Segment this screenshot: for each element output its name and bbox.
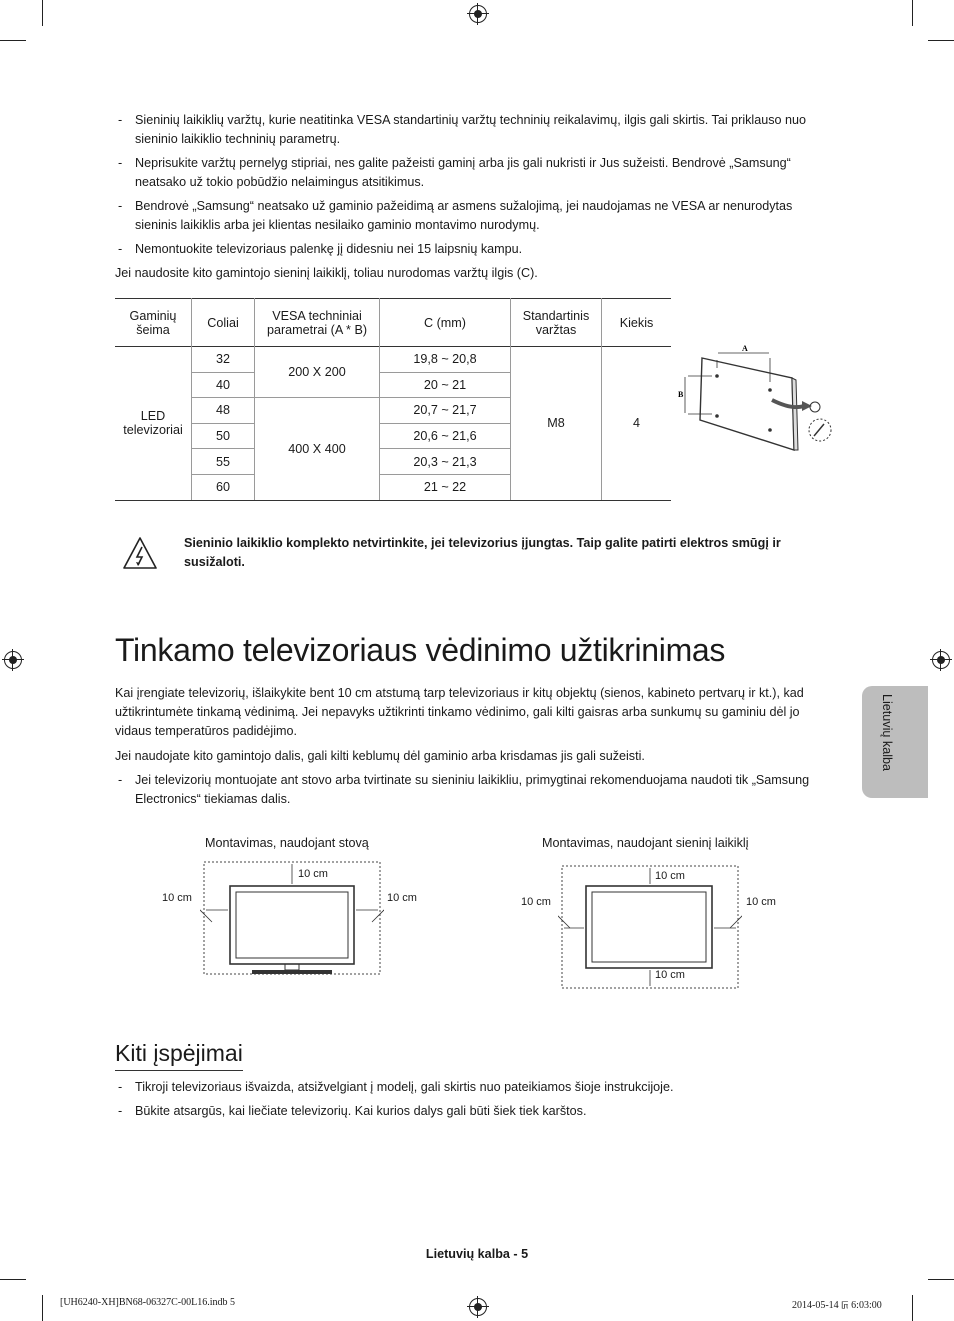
list-item: - Tikroji televizoriaus išvaizda, atsižvelgiant į modelį, gali skirtis nuo pateikiamos šioje instrukcijoje. xyxy=(115,1078,835,1097)
inches-cell: 50 xyxy=(192,423,255,449)
crop-mark xyxy=(42,0,43,26)
clearance-label-right: 10 cm xyxy=(387,892,417,904)
inches-cell: 32 xyxy=(192,347,255,373)
quantity-cell: 4 xyxy=(602,347,672,501)
crop-mark xyxy=(912,1295,913,1321)
list-item: - Būkite atsargūs, kai liečiate televizorių. Kai kurios dalys gali būti šiek tiek karštos. xyxy=(115,1102,835,1121)
crop-mark xyxy=(42,1295,43,1321)
dimension-b-label: B xyxy=(678,390,684,399)
c-cell: 19,8 ~ 20,8 xyxy=(380,347,511,373)
crop-mark xyxy=(0,1279,26,1280)
screw-cell: M8 xyxy=(511,347,602,501)
table-row xyxy=(115,347,671,373)
stand-figure-caption: Montavimas, naudojant stovą xyxy=(205,836,369,850)
crop-mark xyxy=(912,0,913,26)
clearance-label-left: 10 cm xyxy=(521,896,551,908)
dimension-a-label: A xyxy=(742,344,748,353)
other-warnings-list xyxy=(115,1078,835,1126)
list-item: - Nemontuokite televizoriaus palenkę jį didesniu nei 15 laipsnių kampu. xyxy=(115,240,835,259)
vesa-cell: 400 X 400 xyxy=(255,398,380,500)
c-cell: 20,6 ~ 21,6 xyxy=(380,423,511,449)
warning-text: Sieninio laikiklio komplekto netvirtinkite, jei televizorius įjungtas. Taip galite patirti elektros smūgį ir susižaloti. xyxy=(184,536,781,569)
wall-clearance-diagram xyxy=(558,864,742,990)
column-header: Kiekis xyxy=(602,299,672,347)
list-item: - Jei televizorių montuojate ant stovo arba tvirtinate su sieniniu laikikliu, primygtinai rekomenduojama naudoti tik „Samsung Electronics“ tiekiamas dalis. xyxy=(115,771,835,809)
family-cell: LED televizoriai xyxy=(115,347,192,501)
electric-shock-warning-icon xyxy=(122,536,158,570)
crop-mark xyxy=(928,40,954,41)
other-warnings-title: Kiti įspėjimai xyxy=(115,1036,243,1071)
registration-mark-icon xyxy=(4,651,22,669)
table-intro: Jei naudosite kito gamintojo sieninį laikiklį, toliau nurodomas varžtų ilgis (C). xyxy=(115,266,538,280)
wall-figure-caption: Montavimas, naudojant sieninį laikiklį xyxy=(542,836,749,850)
vesa-cell: 200 X 200 xyxy=(255,347,380,398)
column-header: Coliai xyxy=(192,299,255,347)
page-footer: Lietuvių kalba - 5 xyxy=(425,1247,529,1261)
ventilation-bullet-list xyxy=(115,771,835,814)
inches-cell: 48 xyxy=(192,398,255,424)
print-slug-right: 2014-05-14 ꡚ 6:03:00 xyxy=(792,1300,882,1311)
column-header: C (mm) xyxy=(380,299,511,347)
clearance-label-bottom: 10 cm xyxy=(655,969,685,981)
crop-mark xyxy=(928,1279,954,1280)
c-cell: 20,7 ~ 21,7 xyxy=(380,398,511,424)
print-slug-left: [UH6240-XH]BN68-06327C-00L16.indb 5 xyxy=(60,1297,235,1308)
clearance-label-left: 10 cm xyxy=(162,892,192,904)
inches-cell: 40 xyxy=(192,372,255,398)
registration-mark-icon xyxy=(469,1298,487,1316)
c-cell: 20,3 ~ 21,3 xyxy=(380,449,511,475)
stand-clearance-diagram xyxy=(200,860,384,976)
wall-mount-diagram xyxy=(672,338,842,456)
inches-cell: 60 xyxy=(192,474,255,500)
language-side-tab xyxy=(862,686,928,798)
ventilation-title: Tinkamo televizoriaus vėdinimo užtikrinimas xyxy=(115,632,726,668)
c-cell: 21 ~ 22 xyxy=(380,474,511,500)
column-header: Standartinis varžtas xyxy=(511,299,602,347)
crop-mark xyxy=(0,40,26,41)
ventilation-paragraph: Kai įrengiate televizorių, išlaikykite bent 10 cm atstumą tarp televizoriaus ir kitų objektų (sienos, kabineto pertvarų ir kt.), kad užtikrintumėte tinkamą vėdinimą. Jei nepavyks užtikrinti tinkamo vėdinimo, gali kilti gaisras arba sunkumų su gaminiu dėl jo vidaus temperatūros padidėjimo. xyxy=(115,686,804,738)
clearance-label-right: 10 cm xyxy=(746,896,776,908)
screw-spec-table xyxy=(115,298,671,501)
clearance-label-top: 10 cm xyxy=(655,870,685,882)
ventilation-paragraph: Jei naudojate kito gamintojo dalis, gali kilti keblumų dėl gaminio arba krisdamas jis gali sužeisti. xyxy=(115,749,645,763)
column-header: Gaminių šeima xyxy=(129,308,177,337)
registration-mark-icon xyxy=(932,651,950,669)
side-tab-label: Lietuvių kalba xyxy=(880,694,894,772)
c-cell: 20 ~ 21 xyxy=(380,372,511,398)
list-item: - Neprisukite varžtų pernelyg stipriai, nes galite pažeisti gaminį arba jis gali nukristi ir Jus sužeisti. Bendrovė „Samsung“ neatsako už tokio pobūdžio nelaimingus atsitikimus. xyxy=(115,154,835,192)
list-item: - Bendrovė „Samsung“ neatsako už gaminio pažeidimą ar asmens sužalojimą, jei naudojamas ne VESA ar nenurodytas sieninis laikiklis arba jei klientas nesilaiko gaminio montavimo nurodymų. xyxy=(115,197,835,235)
intro-bullet-list xyxy=(115,111,835,264)
column-header: VESA techniniai parametrai (A * B) xyxy=(255,299,380,347)
list-item: - Sieninių laikiklių varžtų, kurie neatitinka VESA standartinių varžtų techninių reikalavimų, ilgis gali skirtis. Tai priklauso nuo sieninio laikiklio techninių parametrų. xyxy=(115,111,835,149)
inches-cell: 55 xyxy=(192,449,255,475)
registration-mark-icon xyxy=(469,5,487,23)
clearance-label-top: 10 cm xyxy=(298,868,328,880)
